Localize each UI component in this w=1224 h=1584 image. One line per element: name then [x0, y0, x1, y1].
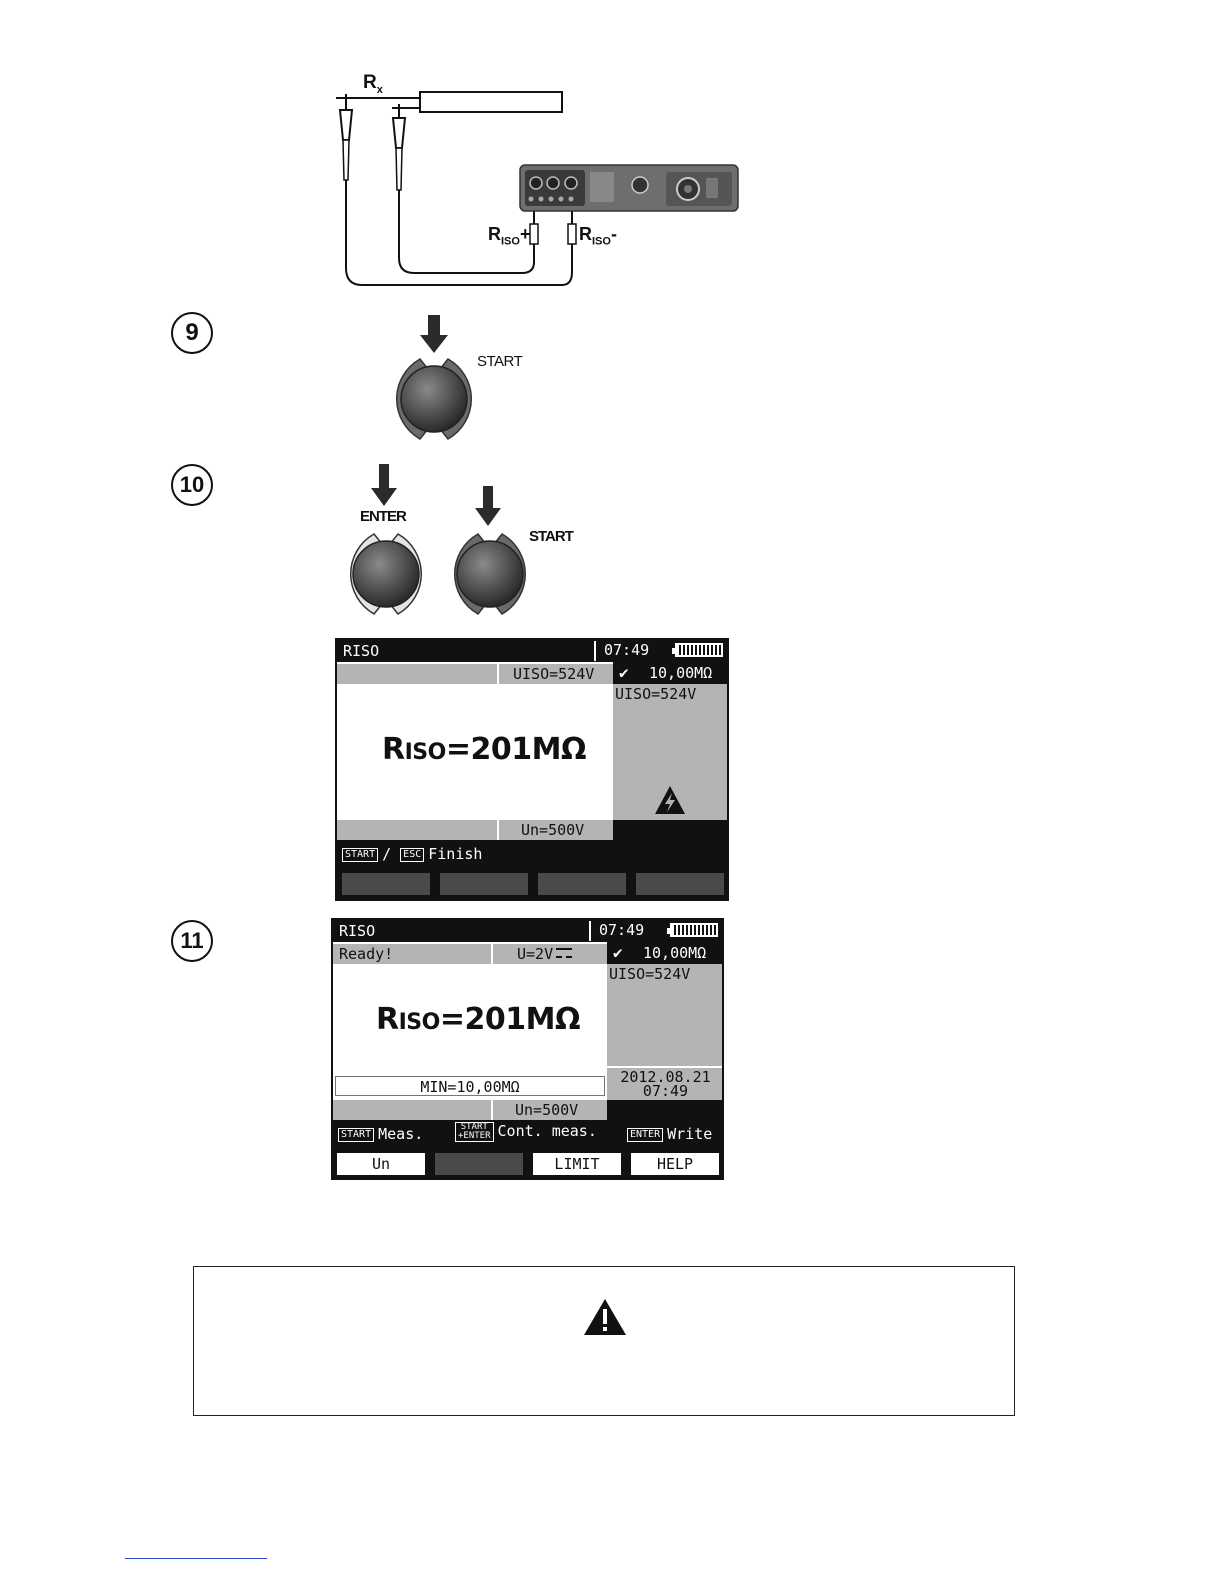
side-panel [607, 964, 724, 1066]
write-hint: Write [667, 1125, 713, 1143]
rx-label: $R_x$ [363, 72, 383, 96]
softkey-bar [333, 1148, 722, 1180]
softkey-4[interactable] [635, 872, 725, 896]
screen-title: RISO [339, 922, 376, 940]
cable-under-test [420, 92, 562, 112]
dc-icon [556, 948, 572, 958]
wiring-diagram [0, 0, 1224, 300]
step-9-marker: 9 [171, 312, 213, 354]
limit-indicator: ✔ 10,00MΩ [613, 662, 729, 684]
limit-indicator: ✔ 10,00MΩ [607, 942, 724, 964]
screen-clock: 07:49 [594, 641, 649, 661]
resistance-result: RISO=201MΩ [382, 732, 586, 767]
nominal-bar [337, 820, 727, 840]
finish-hint: Finish [428, 845, 483, 863]
start-label-10: START [529, 528, 573, 545]
riso-minus-label: $R_{ISO}-$ [579, 224, 617, 248]
nominal-voltage: Un=500V [497, 820, 613, 840]
meter-socket-panel [520, 165, 738, 211]
meter-screen-ready [331, 918, 724, 1180]
battery-icon [675, 643, 723, 657]
start-label-9: START [477, 353, 523, 370]
start-enter-key-hint: START +ENTER [455, 1122, 494, 1142]
nominal-bar [333, 1100, 722, 1120]
probe-2 [393, 104, 405, 190]
record-time: 07:49 [642, 1082, 689, 1100]
warning-box [193, 1266, 1015, 1416]
check-icon: ✔ [613, 943, 623, 962]
footnote-rule [125, 1558, 267, 1559]
side-panel [613, 684, 729, 820]
min-limit-field: MIN=10,00MΩ [335, 1076, 605, 1096]
enter-key-hint: ENTER [627, 1128, 663, 1142]
press-arrow-icon [475, 486, 501, 526]
high-voltage-warning-icon [653, 784, 687, 816]
screen-titlebar [333, 920, 722, 942]
hint-bar [333, 1120, 722, 1148]
meter-screen-measuring [335, 638, 729, 901]
screen-title: RISO [343, 642, 380, 660]
screen-clock: 07:49 [589, 921, 644, 941]
esc-key-hint: ESC [400, 848, 424, 862]
resistance-result: RISO=201MΩ [376, 1002, 580, 1037]
record-date: 2012.08.21 [620, 1068, 711, 1086]
battery-icon [670, 923, 718, 937]
softkey-bar [337, 868, 727, 901]
softkey-3[interactable] [537, 872, 627, 896]
hint-bar: START / ESC Finish [337, 840, 727, 868]
side-voltage: UISO=524V [615, 685, 697, 703]
check-icon: ✔ [619, 663, 629, 682]
side-voltage: UISO=524V [609, 965, 691, 983]
plug-minus [568, 224, 576, 244]
press-arrow-icon [371, 464, 397, 506]
status-text: Ready! [339, 945, 394, 963]
test-voltage: U=2V [491, 944, 607, 964]
side-footer [613, 820, 729, 840]
screen-titlebar [337, 640, 727, 662]
start-button-illustration-9 [380, 305, 560, 445]
plug-plus [530, 224, 538, 244]
softkey-help[interactable]: HELP [630, 1152, 720, 1176]
step-11-marker: 11 [171, 920, 213, 962]
cont-meas-hint: Cont. meas. [497, 1122, 597, 1140]
date-panel [607, 1068, 724, 1100]
probe-1 [340, 94, 352, 180]
measured-voltage: UISO=524V [497, 664, 613, 684]
press-arrow-icon [420, 315, 448, 353]
warning-triangle-icon [582, 1297, 628, 1337]
nominal-voltage: Un=500V [491, 1100, 607, 1120]
softkey-2[interactable] [439, 872, 529, 896]
enter-label: ENTER [360, 508, 406, 525]
side-footer [607, 1100, 724, 1120]
softkey-blank[interactable] [434, 1152, 524, 1176]
softkey-1[interactable] [341, 872, 431, 896]
start-key-hint: START [342, 848, 378, 862]
step-10-marker: 10 [171, 464, 213, 506]
softkey-un[interactable]: Un [336, 1152, 426, 1176]
start-key-hint: START [338, 1128, 374, 1142]
riso-plus-label: $R_{ISO}+$ [488, 224, 531, 248]
meas-hint: Meas. [378, 1125, 424, 1143]
softkey-limit[interactable]: LIMIT [532, 1152, 622, 1176]
